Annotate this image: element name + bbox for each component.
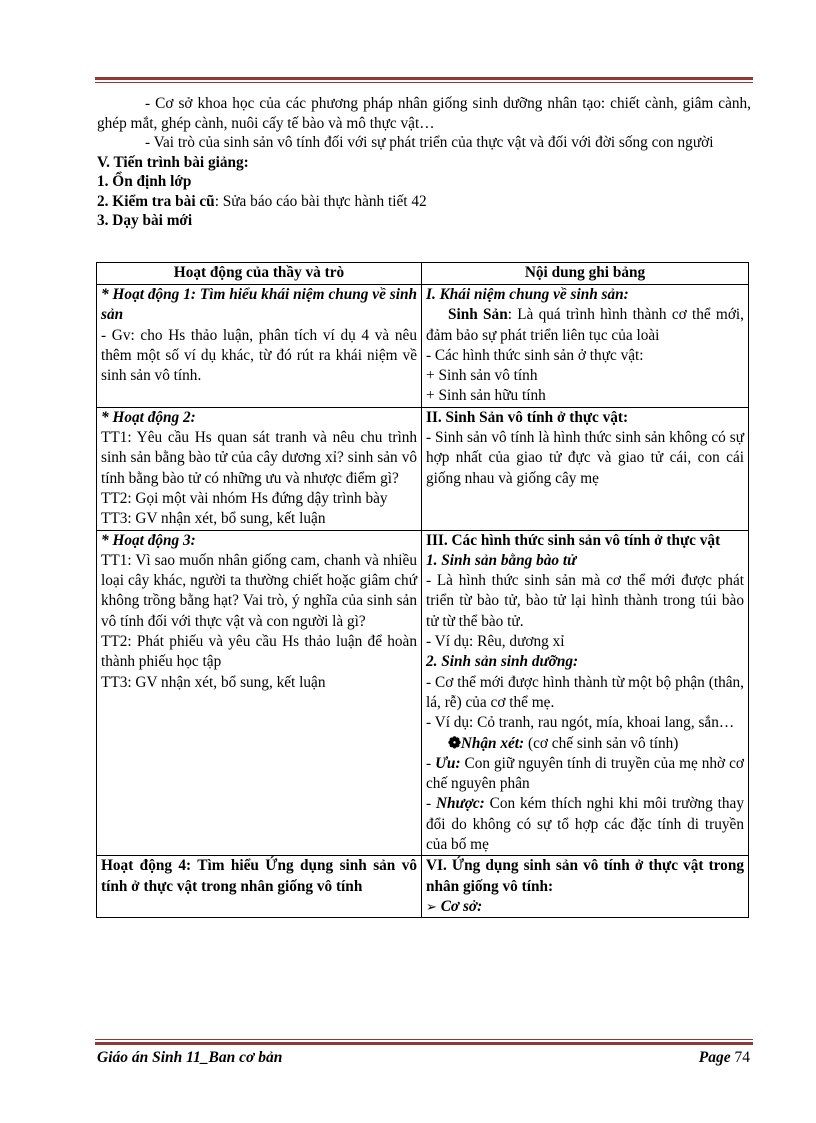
note-symbol-icon: ❁	[448, 734, 461, 752]
content-4-sub-label: Cơ sở:	[440, 897, 483, 915]
intro-section	[97, 94, 751, 231]
activity-1-title: * Hoạt động 1: Tìm hiểu khái niệm chung về sinh sản	[101, 286, 417, 324]
intro-line-2: - Vai trò của sinh sản vô tính đối với sự phát triển của thực vật và đối với đời sống con người	[145, 134, 714, 151]
activity-2-tt1: TT1: Yêu cầu Hs quan sát tranh và nêu chu trình sinh sản bằng bào tử của cây dương xỉ? sinh sản vô tính bằng bào tử có những ưu và nhược điểm gì?	[101, 429, 417, 487]
content-1-def	[426, 305, 744, 346]
note-label: Nhận xét:	[460, 734, 525, 752]
activity-1-text: - Gv: cho Hs thảo luận, phân tích ví dụ 4 và nêu thêm một số ví dụ khác, từ đó rút ra khái niệm về sinh sản vô tính.	[101, 326, 417, 385]
table-row	[97, 530, 749, 856]
row4-right	[422, 856, 749, 918]
content-3-con: - Nhược: Con kém thích nghi khi môi trường thay đổi do không có sự tổ hợp các đặc tính di truyền của bố mẹ	[426, 795, 744, 854]
activity-2-title: * Hoạt động 2:	[101, 408, 196, 426]
intro-line-1: - Cơ sở khoa học của các phương pháp nhân giống sinh dưỡng nhân tạo: chiết cành, giâm cành, ghép mắt, ghép cành, nuôi cấy tế bào và mô thực vật…	[97, 95, 751, 132]
step-1: 1. Ổn định lớp	[97, 173, 192, 190]
header-rule-thick	[95, 77, 753, 80]
row2-left	[97, 407, 422, 530]
page-number-value: 74	[734, 1049, 750, 1066]
row3-left	[97, 530, 422, 856]
activity-3-tt2: TT2: Phát phiếu và yêu cầu Hs thảo luận để hoàn thành phiếu học tập	[101, 633, 417, 671]
step-3: 3. Dạy bài mới	[97, 212, 193, 229]
note-text: (cơ chế sinh sản vô tính)	[524, 734, 679, 752]
content-3-sub1-text: - Là hình thức sinh sản mà cơ thể mới được phát triển từ bào tử, bào tử lại hình thành trong túi bào tử từ thể bào tử.	[426, 572, 744, 630]
content-3-sub2-text: - Cơ thể mới được hình thành từ một bộ phận (thân, lá, rễ) của cơ thể mẹ.	[426, 673, 744, 711]
table-row	[97, 407, 749, 530]
content-3-pro: - Ưu: Con giữ nguyên tính di truyền của mẹ nhờ cơ chế nguyên phân	[426, 754, 744, 793]
page-label: Page	[698, 1049, 731, 1066]
footer-rule-thick	[95, 1042, 753, 1045]
table-header-row	[97, 263, 749, 285]
content-1-form-1: + Sinh sản vô tính	[426, 367, 538, 385]
content-1-form-2: + Sinh sản hữu tính	[426, 387, 546, 405]
activity-2-tt3: TT3: GV nhận xét, bổ sung, kết luận	[101, 510, 326, 528]
row1-right	[422, 285, 749, 408]
header-rule-thin	[95, 82, 753, 83]
content-2-title: II. Sinh Sản vô tính ở thực vật:	[426, 408, 629, 426]
content-3-sub1: 1. Sinh sản bằng bào tử	[426, 551, 577, 569]
step-2	[97, 192, 751, 212]
content-1-def-text: : Là quá trình hình thành cơ thể mới, đảm bảo sự phát triển liên tục của loài	[426, 306, 744, 344]
row3-right	[422, 530, 749, 856]
activity-3-title: * Hoạt động 3:	[101, 531, 196, 549]
row2-right	[422, 407, 749, 530]
row1-left	[97, 285, 422, 408]
section-heading: V. Tiến trình bài giảng:	[97, 153, 249, 171]
content-3-sub2-example: - Ví dụ: Cỏ tranh, rau ngót, mía, khoai lang, sắn…	[426, 714, 735, 732]
table-row	[97, 285, 749, 408]
activity-2-tt2: TT2: Gọi một vài nhóm Hs đứng dậy trình bày	[101, 489, 388, 507]
content-3-sub2: 2. Sinh sản sinh dưỡng:	[426, 653, 579, 671]
row4-left	[97, 856, 422, 918]
pro-text: Con giữ nguyên tính di truyền của mẹ nhờ cơ chế nguyên phân	[426, 754, 744, 793]
content-1-forms: - Các hình thức sinh sản ở thực vật:	[426, 346, 644, 364]
header-right: Nội dung ghi bảng	[422, 263, 749, 285]
con-label: Nhược:	[435, 795, 485, 813]
footer-rule-thin	[95, 1039, 753, 1040]
table-row	[97, 856, 749, 918]
content-1-title: I. Khái niệm chung về sinh sản:	[426, 286, 629, 303]
content-3-note	[426, 734, 744, 754]
content-3-title: III. Các hình thức sinh sản vô tính ở thực vật	[426, 531, 721, 549]
content-4-title: VI. Ứng dụng sinh sản vô tính ở thực vật trong nhân giống vô tính:	[426, 857, 744, 895]
page-number	[699, 1049, 750, 1067]
step-2-label: 2. Kiểm tra bài cũ	[97, 192, 215, 210]
content-3-sub1-example: - Ví dụ: Rêu, dương xỉ	[426, 633, 565, 651]
arrow-icon: ➢	[426, 898, 437, 914]
header-left: Hoạt động của thầy và trò	[97, 263, 422, 285]
content-4-sub	[426, 897, 744, 917]
activity-4-title: Hoạt động 4: Tìm hiểu Ứng dụng sinh sản vô tính ở thực vật trong nhân giống vô tính	[101, 857, 417, 895]
con-text: Con kém thích nghi khi môi trường thay đổi do không có sự tổ hợp các đặc tính di truyền của bố mẹ	[426, 795, 744, 854]
content-2-text: - Sinh sản vô tính là hình thức sinh sản không có sự hợp nhất của giao tử đực và giao tử cái, con cái giống nhau và giống cây mẹ	[426, 429, 744, 487]
step-2-text: : Sửa báo cáo bài thực hành tiết 42	[214, 192, 427, 210]
activity-3-tt1: TT1: Vì sao muốn nhân giống cam, chanh và nhiều loại cây khác, người ta thường chiết hoặc giâm chứ không trồng bằng hạt? Vai trò, ý nghĩa của sinh sản vô tính đối với thực vật và con người là gì?	[101, 551, 417, 630]
activity-3-tt3: TT3: GV nhận xét, bổ sung, kết luận	[101, 673, 326, 691]
lesson-table	[96, 262, 749, 918]
footer-title: Giáo án Sinh 11_Ban cơ bản	[97, 1049, 283, 1066]
pro-label: Ưu:	[435, 754, 461, 772]
content-1-def-label: Sinh Sản	[448, 306, 508, 324]
